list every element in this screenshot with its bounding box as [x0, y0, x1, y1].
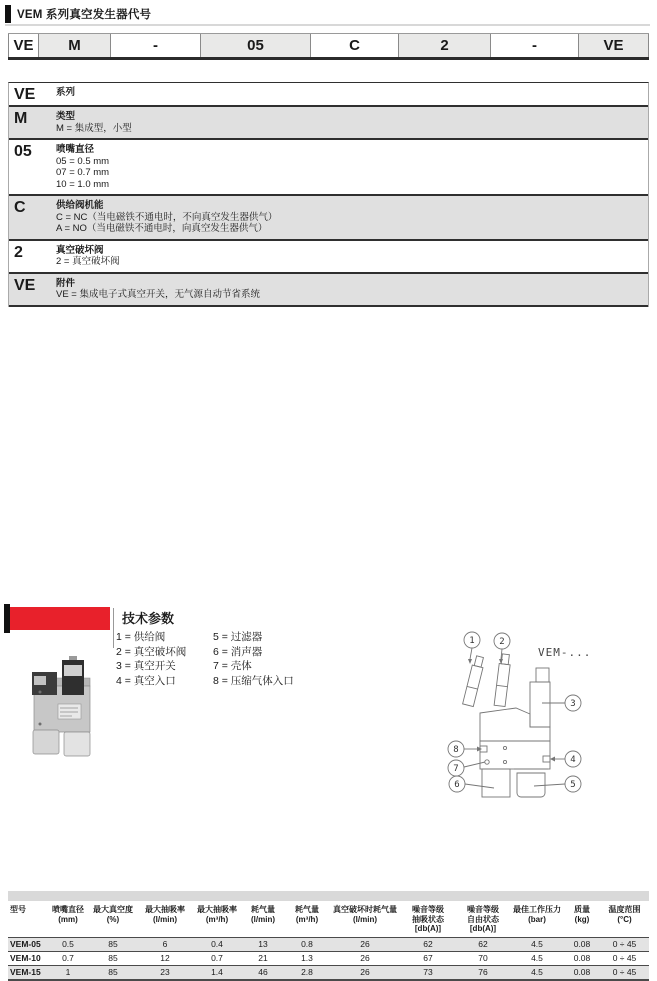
code-row-line: A = NO（当电磁铁不通电时，向真空发生器供气） — [56, 223, 268, 234]
tech-diagram — [438, 618, 650, 828]
value-cell: 0.08 — [564, 965, 600, 980]
value-cell: 46 — [242, 965, 284, 980]
legend-item: 8 = 压缩气体入口 — [213, 674, 294, 687]
code-row-valve-function — [9, 196, 648, 241]
value-cell: 76 — [456, 965, 510, 980]
code-row-line: C = NC（当电磁铁不通电时，不向真空发生器供气） — [56, 211, 278, 223]
code-row-title: 供给阀机能 — [56, 200, 104, 211]
value-cell: 1.3 — [284, 951, 330, 965]
value-cell: 85 — [88, 965, 138, 980]
section-marker-bar — [5, 5, 11, 23]
code-row-nozzle — [9, 140, 648, 196]
legend-item: 3 = 真空开关 — [116, 660, 176, 672]
code-row-title: 类型 — [56, 111, 76, 122]
model-cell: VEM-10 — [8, 951, 48, 965]
legend-column-1 — [116, 630, 186, 688]
code-row-break-valve — [9, 241, 648, 274]
code-big-label: M — [14, 110, 28, 127]
value-cell: 6 — [138, 937, 192, 951]
code-row-title: 喷嘴直径 — [56, 144, 95, 155]
diagram-model-label: VEM-... — [538, 646, 592, 659]
value-cell: 0.8 — [284, 937, 330, 951]
value-cell: 26 — [330, 951, 400, 965]
code-segment-05: 05 — [200, 34, 310, 57]
value-cell: 21 — [242, 951, 284, 965]
col-header-pressure: 最佳工作压力 (bar) — [510, 903, 564, 937]
callout-number: 7 — [453, 764, 459, 774]
code-row-line: VE = 集成电子式真空开关，无气源自动节省系统 — [56, 289, 261, 300]
code-row-line: 07 = 0.7 mm — [56, 167, 110, 178]
value-cell: 12 — [138, 951, 192, 965]
legend-item: 6 = 消声器 — [213, 645, 263, 658]
legend-item: 1 = 供给阀 — [116, 631, 166, 643]
code-segment-dash2: - — [490, 34, 578, 57]
product-photo — [28, 656, 106, 763]
col-header-noise-suction: 噪音等级 抽吸状态 [db(A)] — [400, 903, 456, 937]
value-cell: 85 — [88, 937, 138, 951]
spec-table — [8, 903, 649, 981]
code-big-label: VE — [14, 86, 36, 103]
code-row-title: 真空破坏阀 — [56, 244, 104, 256]
col-header-break-consumption: 真空破坏时耗气量 (l/min) — [330, 903, 400, 937]
code-row-line: M = 集成型，小型 — [56, 122, 132, 134]
tech-section-title: 技术参数 — [122, 611, 175, 626]
spec-header-row — [8, 903, 649, 937]
code-row-accessory — [9, 274, 648, 307]
model-cell: VEM-05 — [8, 937, 48, 951]
value-cell: 4.5 — [510, 937, 564, 951]
legend-item: 7 = 壳体 — [213, 660, 252, 672]
col-header-consumption-lmin: 耗气量 (l/min) — [242, 903, 284, 937]
code-big-label: 05 — [14, 143, 32, 160]
value-cell: 0 ÷ 45 — [600, 937, 649, 951]
callout-number: 3 — [570, 699, 576, 709]
legend-column-2 — [213, 630, 294, 688]
value-cell: 73 — [400, 965, 456, 980]
value-cell: 70 — [456, 951, 510, 965]
legend-item: 2 = 真空破坏阀 — [116, 645, 187, 658]
value-cell: 13 — [242, 937, 284, 951]
code-segment-m: M — [38, 34, 110, 57]
code-row-title: 系列 — [56, 87, 76, 98]
value-cell: 0 ÷ 45 — [600, 965, 649, 980]
callout-number: 8 — [453, 745, 459, 755]
code-row-title: 附件 — [56, 277, 76, 289]
value-cell: 1 — [48, 965, 88, 980]
value-cell: 85 — [88, 951, 138, 965]
vertical-divider — [113, 608, 114, 648]
col-header-suction-m3h: 最大抽吸率 (m³/h) — [192, 903, 242, 937]
col-header-temperature: 温度范围 (°C) — [600, 903, 649, 937]
value-cell: 1.4 — [192, 965, 242, 980]
value-cell: 0 ÷ 45 — [600, 951, 649, 965]
col-header-nozzle: 喷嘴直径 (mm) — [48, 903, 88, 937]
col-header-weight: 质量 (kg) — [564, 903, 600, 937]
code-row-line: 10 = 1.0 mm — [56, 178, 110, 190]
callout-number: 4 — [570, 755, 576, 765]
legend-item: 4 = 真空入口 — [116, 674, 176, 687]
code-big-label: VE — [14, 276, 36, 294]
value-cell: 62 — [456, 937, 510, 951]
value-cell: 0.7 — [192, 951, 242, 965]
code-segment-2: 2 — [398, 34, 490, 57]
value-cell: 0.08 — [564, 951, 600, 965]
header-band — [8, 891, 649, 901]
callout-number: 6 — [454, 780, 460, 790]
col-header-suction-lmin: 最大抽吸率 (l/min) — [138, 903, 192, 937]
code-big-label: 2 — [14, 243, 23, 261]
value-cell: 4.5 — [510, 951, 564, 965]
code-row-series — [9, 83, 648, 107]
code-big-label: C — [14, 199, 26, 216]
value-cell: 0.5 — [48, 937, 88, 951]
spec-table-section — [8, 891, 649, 981]
value-cell: 0.4 — [192, 937, 242, 951]
value-cell: 0.7 — [48, 951, 88, 965]
accent-red-banner — [10, 607, 110, 630]
callout-number: 5 — [570, 780, 576, 790]
code-segment-ve2: VE — [578, 34, 649, 57]
legend-item: 5 = 过滤器 — [213, 631, 263, 643]
value-cell: 67 — [400, 951, 456, 965]
spec-row-vem15 — [8, 965, 649, 980]
spec-row-vem05 — [8, 937, 649, 951]
value-cell: 0.08 — [564, 937, 600, 951]
code-row-type — [9, 107, 648, 140]
order-code-bar — [8, 33, 649, 60]
callout-number: 2 — [499, 637, 505, 647]
col-header-max-vacuum: 最大真空度 (%) — [88, 903, 138, 937]
value-cell: 26 — [330, 965, 400, 980]
value-cell: 26 — [330, 937, 400, 951]
value-cell: 62 — [400, 937, 456, 951]
callout-number: 1 — [469, 636, 475, 646]
col-header-model: 型号 — [8, 903, 48, 937]
model-cell: VEM-15 — [8, 965, 48, 980]
col-header-noise-free: 噪音等级 自由状态 [db(A)] — [456, 903, 510, 937]
code-segment-dash1: - — [110, 34, 200, 57]
page-title: VEM 系列真空发生器代号 — [17, 9, 152, 21]
code-row-line: 2 = 真空破坏阀 — [56, 256, 120, 267]
value-cell: 4.5 — [510, 965, 564, 980]
code-segment-c: C — [310, 34, 398, 57]
code-segment-ve: VE — [8, 34, 38, 57]
code-row-line: 05 = 0.5 mm — [56, 155, 110, 167]
value-cell: 2.8 — [284, 965, 330, 980]
value-cell: 23 — [138, 965, 192, 980]
col-header-consumption-m3h: 耗气量 (m³/h) — [284, 903, 330, 937]
code-explanation-table — [8, 82, 649, 307]
spec-row-vem10 — [8, 951, 649, 965]
section-header — [5, 4, 650, 26]
